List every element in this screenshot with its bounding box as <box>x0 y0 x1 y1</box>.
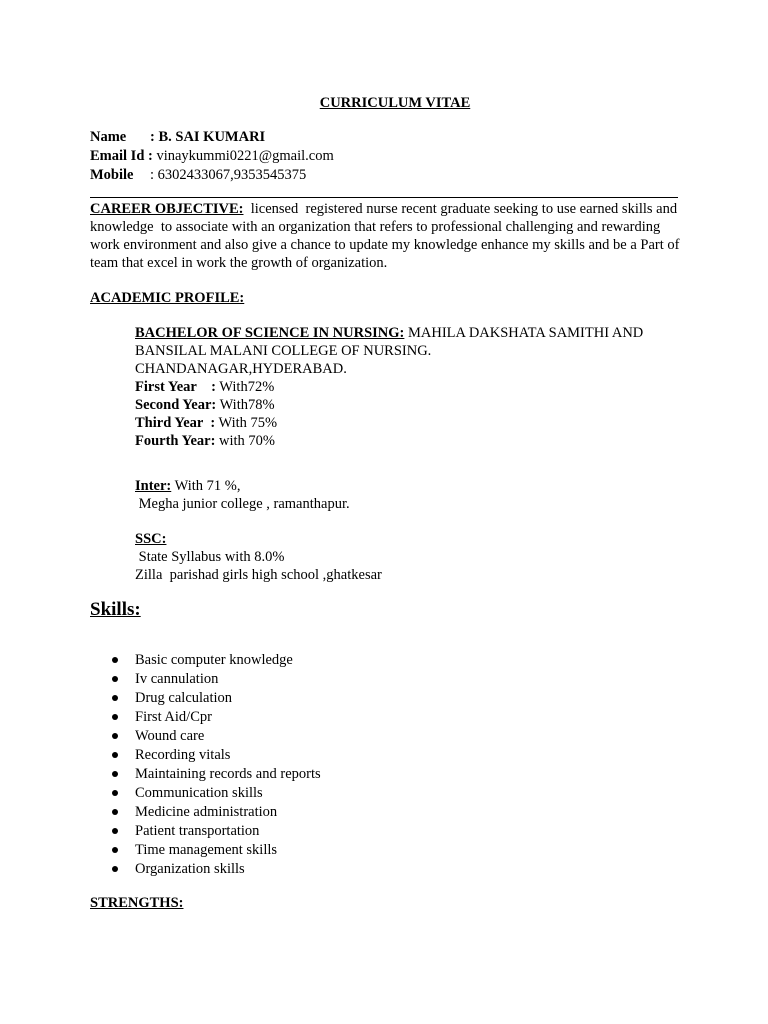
career-objective-text: licensed registered nurse recent graduate seeking to use earned skills and knowledge to associate with an organization that refers to professional challenging and rewarding work environment and also give a chance to update my knowledge enhance my skills and be a Part of team that excel in work the growth of organization. <box>90 201 684 271</box>
year-label: Fourth Year: <box>135 433 216 449</box>
bullet-icon <box>112 733 118 739</box>
name-label: Name <box>90 129 127 145</box>
year-label: Second Year: <box>135 397 217 413</box>
bullet-icon <box>112 790 118 796</box>
bullet-icon <box>112 657 118 663</box>
list-item <box>112 726 321 745</box>
name-value: : B. SAI KUMARI <box>150 129 266 145</box>
skills-heading: Skills: <box>90 599 141 620</box>
list-item <box>112 707 321 726</box>
bullet-icon <box>112 866 118 872</box>
degree-block <box>135 324 685 450</box>
list-item <box>112 802 321 821</box>
skill-text: Drug calculation <box>135 689 233 706</box>
skill-text: Organization skills <box>135 860 245 877</box>
year-value: With78% <box>216 397 275 413</box>
bullet-icon <box>112 809 118 815</box>
year-value: With72% <box>215 379 275 395</box>
skill-text: Iv cannulation <box>135 670 219 687</box>
skill-text: Wound care <box>135 727 205 744</box>
list-item <box>112 650 321 669</box>
career-objective <box>90 200 684 272</box>
bullet-icon <box>112 752 118 758</box>
skill-text: Time management skills <box>135 841 278 858</box>
mobile-label: Mobile <box>90 167 134 183</box>
year-label: First Year : <box>135 379 216 395</box>
mobile-row <box>90 166 334 185</box>
list-item <box>112 669 321 688</box>
bullet-icon <box>112 695 118 701</box>
inter-college: Megha junior college , ramanthapur. <box>135 496 350 512</box>
ssc-label: SSC: <box>135 531 167 547</box>
bullet-icon <box>112 676 118 682</box>
year-row <box>135 414 685 432</box>
email-value: vinaykummi0221@gmail.com <box>152 148 334 164</box>
list-item <box>112 688 321 707</box>
email-row <box>90 147 334 166</box>
year-row <box>135 432 685 450</box>
ssc-school: Zilla parishad girls high school ,ghatkesar <box>135 567 382 583</box>
degree-row <box>135 324 685 342</box>
ssc-value: State Syllabus with 8.0% <box>135 549 285 565</box>
list-item <box>112 764 321 783</box>
inter-value: With 71 %, <box>171 478 241 494</box>
inter-block <box>135 477 350 513</box>
inter-label: Inter: <box>135 478 172 494</box>
year-row <box>135 396 685 414</box>
list-item <box>112 859 321 878</box>
bullet-icon <box>112 714 118 720</box>
list-item <box>112 745 321 764</box>
mobile-value: : 6302433067,9353545375 <box>150 167 307 183</box>
email-label: Email Id : <box>90 148 153 164</box>
skill-text: Recording vitals <box>135 746 231 763</box>
career-objective-heading: CAREER OBJECTIVE: <box>90 201 244 217</box>
skill-text: Patient transportation <box>135 822 260 839</box>
bullet-icon <box>112 828 118 834</box>
list-item <box>112 840 321 859</box>
year-value: with 70% <box>215 433 276 449</box>
strengths-heading: STRENGTHS: <box>90 895 184 911</box>
year-value: With 75% <box>215 415 278 431</box>
skill-text: Communication skills <box>135 784 263 801</box>
list-item <box>112 821 321 840</box>
skill-text: Basic computer knowledge <box>135 651 293 668</box>
skills-list <box>112 650 321 878</box>
skill-text: Maintaining records and reports <box>135 765 321 782</box>
ssc-block <box>135 530 382 584</box>
bullet-icon <box>112 847 118 853</box>
contact-block <box>90 128 334 185</box>
year-label: Third Year : <box>135 415 216 431</box>
degree-heading: BACHELOR OF SCIENCE IN NURSING: <box>135 325 405 341</box>
section-divider <box>90 197 678 198</box>
list-item <box>112 783 321 802</box>
bullet-icon <box>112 771 118 777</box>
document-title: CURRICULUM VITAE <box>319 95 471 111</box>
degree-location: CHANDANAGAR,HYDERABAD. <box>135 361 347 377</box>
degree-college-line2: BANSILAL MALANI COLLEGE OF NURSING. <box>135 343 432 359</box>
degree-college-line1: MAHILA DAKSHATA SAMITHI AND <box>404 325 644 341</box>
inter-row <box>135 477 350 495</box>
year-row <box>135 378 685 396</box>
skill-text: Medicine administration <box>135 803 278 820</box>
skill-text: First Aid/Cpr <box>135 708 212 725</box>
name-row <box>90 128 334 147</box>
academic-profile-heading: ACADEMIC PROFILE: <box>90 290 245 306</box>
